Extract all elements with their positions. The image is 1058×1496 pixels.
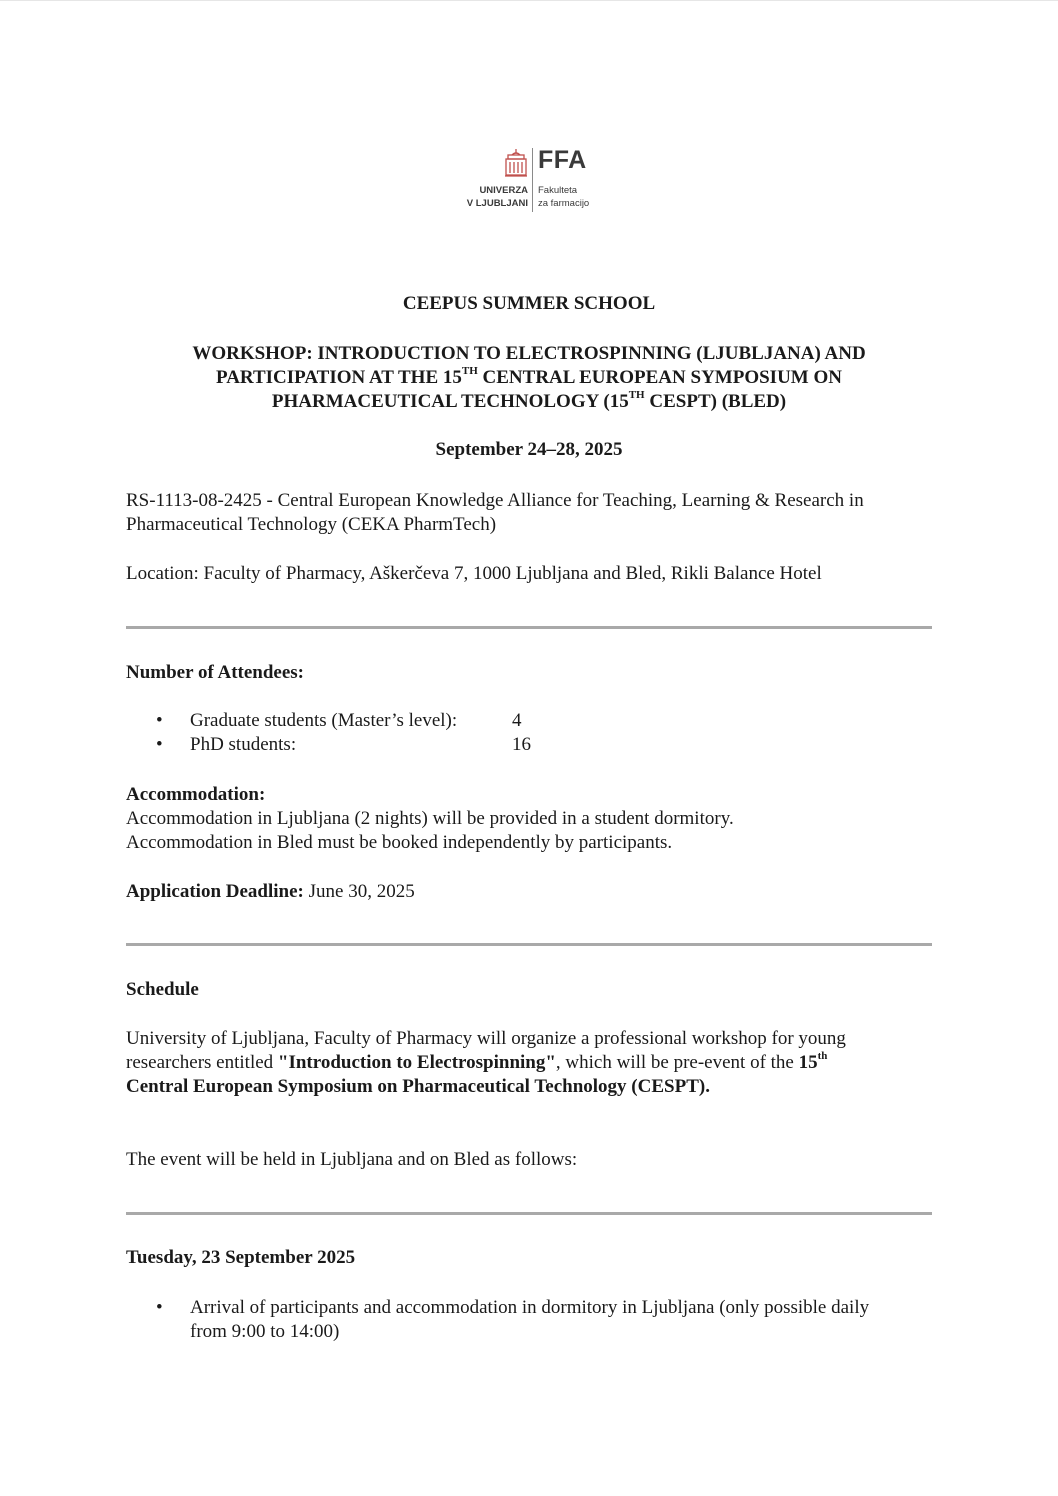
- logo-university-line-2: V LJUBLJANI: [466, 198, 528, 209]
- project-line-1: RS-1113-08-2425 - Central European Knowledge Alliance for Teaching, Learning & Research in: [126, 490, 864, 511]
- workshop-title-line-3: [126, 390, 932, 414]
- logo-ffa-text: FFA: [538, 146, 587, 174]
- workshop-title-line-2-sup: TH: [461, 364, 478, 377]
- workshop-title: [126, 342, 932, 414]
- schedule-line-3: Central European Symposium on Pharmaceutical Technology (CESPT).: [126, 1076, 710, 1097]
- schedule-heading: Schedule: [126, 979, 199, 1000]
- application-deadline: [126, 880, 932, 904]
- logo-faculty-line-1: Fakulteta: [538, 185, 578, 196]
- project-line-2: Pharmaceutical Technology (CEKA PharmTech): [126, 514, 497, 535]
- bullet-icon: •: [156, 734, 163, 755]
- day-heading: Tuesday, 23 September 2025: [126, 1247, 356, 1268]
- faculty-logo: [466, 146, 595, 218]
- schedule-item-line-1: Arrival of participants and accommodation in dormitory in Ljubljana (only possible daily: [190, 1297, 870, 1318]
- symposium-number: 15: [798, 1052, 818, 1073]
- section-divider: [126, 1212, 932, 1215]
- accommodation-line-1: Accommodation in Ljubljana (2 nights) will be provided in a student dormitory.: [126, 808, 734, 829]
- page-top-border: [0, 0, 1058, 1]
- university-building-icon: [504, 148, 528, 178]
- workshop-title-line-1: WORKSHOP: INTRODUCTION TO ELECTROSPINNING (LJUBLJANA) AND: [192, 343, 866, 364]
- attendee-category: Graduate students (Master’s level):: [190, 710, 458, 731]
- attendees-heading: Number of Attendees:: [126, 662, 305, 683]
- location-text: Location: Faculty of Pharmacy, Aškerčeva 7, 1000 Ljubljana and Bled, Rikli Balance Hotel: [126, 563, 822, 584]
- workshop-title-line-2-a: PARTICIPATION AT THE 15: [216, 367, 462, 388]
- logo-faculty-line-2: za farmacijo: [538, 198, 590, 209]
- attendee-count: 4: [512, 710, 522, 731]
- accommodation-heading: Accommodation:: [126, 784, 266, 805]
- document-title: CEEPUS SUMMER SCHOOL: [402, 293, 656, 314]
- workshop-title-line-2-b: CENTRAL EUROPEAN SYMPOSIUM ON: [477, 367, 842, 388]
- section-divider: [126, 626, 932, 629]
- schedule-line-1: University of Ljubljana, Faculty of Pharmacy will organize a professional workshop for young: [126, 1028, 846, 1049]
- deadline-value: June 30, 2025: [303, 881, 415, 902]
- attendee-count: 16: [512, 734, 531, 755]
- workshop-title-line-3-sup: TH: [628, 388, 645, 401]
- section-divider: [126, 943, 932, 946]
- workshop-title-line-3-a: PHARMACEUTICAL TECHNOLOGY (15: [271, 391, 629, 412]
- schedule-paragraph: [126, 1027, 932, 1099]
- workshop-title-line-3-b: CESPT) (BLED): [644, 391, 787, 412]
- accommodation-line-2: Accommodation in Bled must be booked independently by participants.: [126, 832, 673, 853]
- workshop-title-line-2: [126, 366, 932, 390]
- deadline-label: Application Deadline:: [126, 881, 304, 902]
- schedule-item-text: [190, 1296, 932, 1344]
- schedule-line-2-a: researchers entitled: [126, 1052, 278, 1073]
- schedule-item-line-2: from 9:00 to 14:00): [190, 1321, 340, 1342]
- project-description: [126, 489, 932, 537]
- event-dates: September 24–28, 2025: [435, 439, 623, 460]
- event-intro: The event will be held in Ljubljana and on Bled as follows:: [126, 1149, 578, 1170]
- schedule-line-2: [126, 1051, 932, 1075]
- schedule-line-2-b: , which will be pre-event of the: [555, 1052, 799, 1073]
- attendee-category: PhD students:: [190, 734, 297, 755]
- bullet-icon: •: [156, 1297, 163, 1318]
- workshop-name: "Introduction to Electrospinning": [277, 1052, 556, 1073]
- logo-divider: [532, 148, 533, 212]
- bullet-icon: •: [156, 710, 163, 731]
- logo-faculty-name: [538, 184, 589, 210]
- logo-university-name: [467, 184, 528, 210]
- symposium-number-sup: th: [817, 1049, 828, 1062]
- logo-university-line-1: UNIVERZA: [479, 185, 528, 196]
- accommodation-section: [126, 783, 932, 855]
